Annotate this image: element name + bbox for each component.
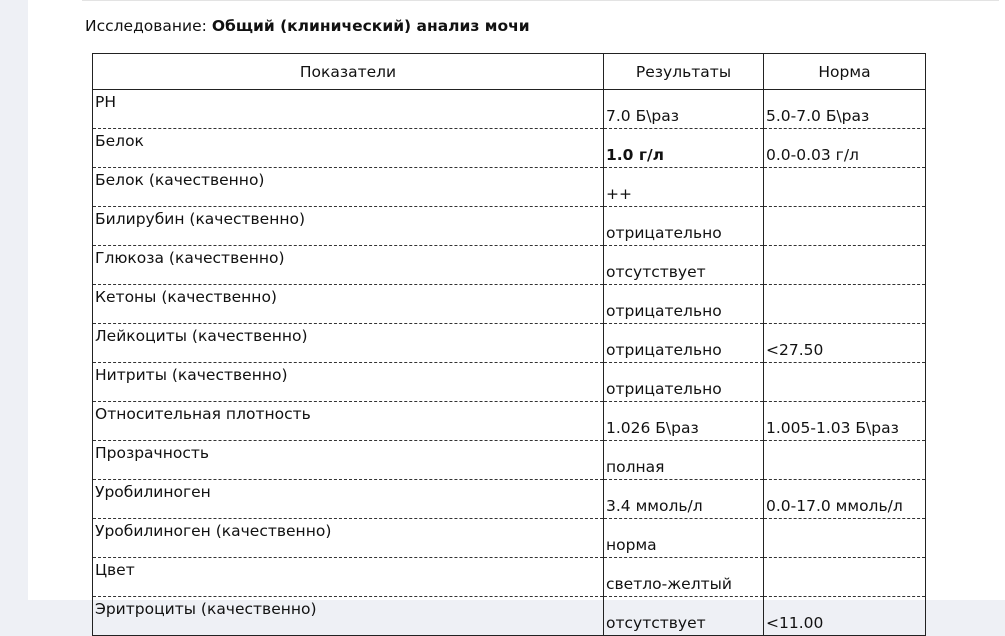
table-row <box>93 558 926 597</box>
indicator-value: отрицательно <box>604 363 764 402</box>
indicator-value: полная <box>604 441 764 480</box>
indicator-name: PH <box>93 90 604 129</box>
indicator-value: 3.4 ммоль/л <box>604 480 764 519</box>
indicator-norm: 5.0-7.0 Б\раз <box>764 90 926 129</box>
top-divider <box>82 0 999 1</box>
indicator-name: Эритроциты (качественно) <box>93 597 604 636</box>
report-page <box>28 0 1005 632</box>
column-header-indicators: Показатели <box>93 54 604 90</box>
indicator-name: Цвет <box>93 558 604 597</box>
table-row <box>93 129 926 168</box>
table-row <box>93 480 926 519</box>
indicator-norm <box>764 519 926 558</box>
indicator-name: Прозрачность <box>93 441 604 480</box>
indicator-norm: <11.00 <box>764 597 926 636</box>
table-row <box>93 90 926 129</box>
indicator-value <box>604 129 764 168</box>
indicator-norm: 1.005-1.03 Б\раз <box>764 402 926 441</box>
indicator-value: ++ <box>604 168 764 207</box>
table-row <box>93 363 926 402</box>
indicator-norm <box>764 558 926 597</box>
indicator-norm: 0.0-0.03 г/л <box>764 129 926 168</box>
results-table <box>92 53 926 636</box>
table-row <box>93 207 926 246</box>
column-header-norm: Норма <box>764 54 926 90</box>
indicator-value: отрицательно <box>604 324 764 363</box>
table-row <box>93 168 926 207</box>
table-row <box>93 519 926 558</box>
indicator-value: отрицательно <box>604 207 764 246</box>
table-row <box>93 324 926 363</box>
indicator-value: отсутствует <box>604 246 764 285</box>
indicator-value: 7.0 Б\раз <box>604 90 764 129</box>
table-row <box>93 441 926 480</box>
indicator-norm <box>764 207 926 246</box>
table-row <box>93 402 926 441</box>
abnormal-value: 1.0 г/л <box>606 146 664 164</box>
indicator-name: Глюкоза (качественно) <box>93 246 604 285</box>
table-row <box>93 285 926 324</box>
study-heading <box>85 17 530 35</box>
indicator-name: Кетоны (качественно) <box>93 285 604 324</box>
indicator-norm: 0.0-17.0 ммоль/л <box>764 480 926 519</box>
indicator-name: Уробилиноген <box>93 480 604 519</box>
table-row <box>93 246 926 285</box>
table-header-row <box>93 54 926 90</box>
indicator-value: отсутствует <box>604 597 764 636</box>
indicator-name: Белок (качественно) <box>93 168 604 207</box>
study-label: Исследование: <box>85 17 207 35</box>
table-row <box>93 597 926 636</box>
indicator-norm <box>764 285 926 324</box>
indicator-norm <box>764 363 926 402</box>
indicator-name: Лейкоциты (качественно) <box>93 324 604 363</box>
indicator-name: Относительная плотность <box>93 402 604 441</box>
indicator-name: Билирубин (качественно) <box>93 207 604 246</box>
indicator-norm: <27.50 <box>764 324 926 363</box>
indicator-norm <box>764 168 926 207</box>
indicator-norm <box>764 246 926 285</box>
indicator-name: Уробилиноген (качественно) <box>93 519 604 558</box>
indicator-value: 1.026 Б\раз <box>604 402 764 441</box>
indicator-name: Белок <box>93 129 604 168</box>
indicator-value: светло-желтый <box>604 558 764 597</box>
indicator-name: Нитриты (качественно) <box>93 363 604 402</box>
indicator-value: норма <box>604 519 764 558</box>
indicator-value: отрицательно <box>604 285 764 324</box>
study-name: Общий (клинический) анализ мочи <box>211 17 530 35</box>
indicator-norm <box>764 441 926 480</box>
column-header-results: Результаты <box>604 54 764 90</box>
